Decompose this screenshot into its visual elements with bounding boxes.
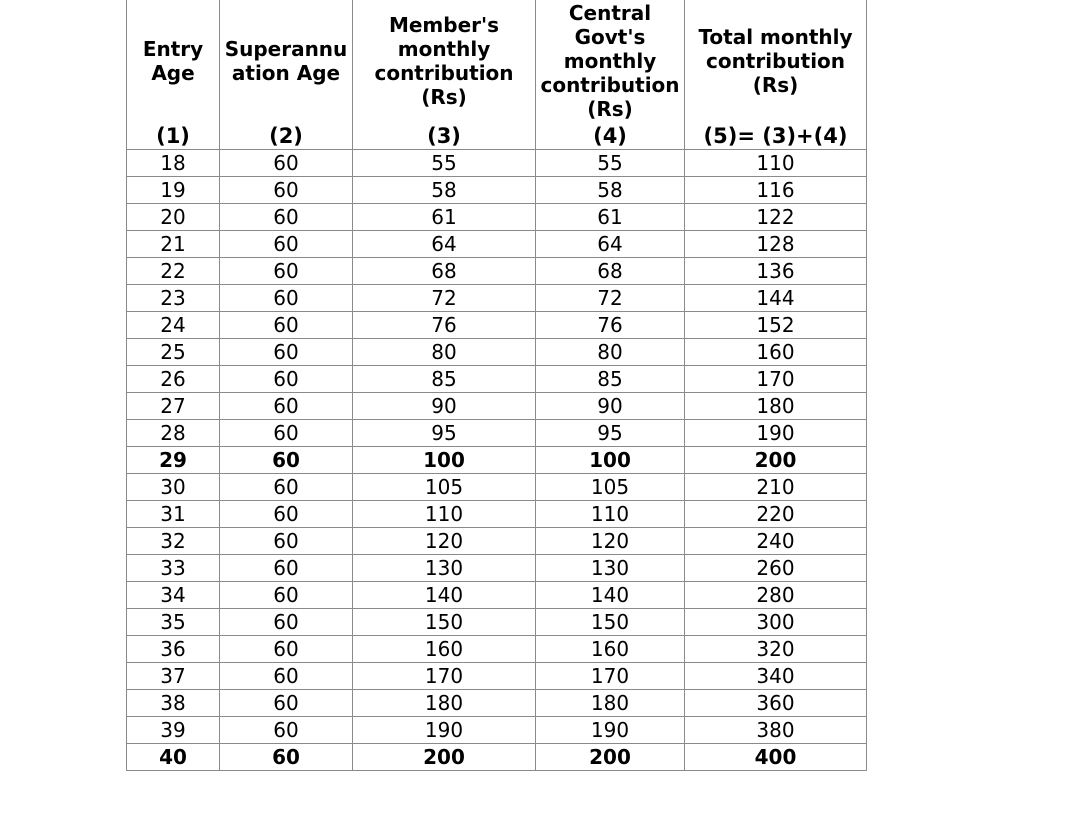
table-row	[127, 501, 867, 528]
superannuation-age-cell: 60	[220, 231, 353, 258]
superannuation-age-cell: 60	[220, 150, 353, 177]
govt-contribution-cell: 58	[536, 177, 685, 204]
entry-age-cell: 38	[127, 690, 220, 717]
table-row	[127, 150, 867, 177]
table-row	[127, 285, 867, 312]
table-row	[127, 177, 867, 204]
column-number: (3)	[353, 121, 536, 150]
table-row	[127, 744, 867, 771]
govt-contribution-cell: 105	[536, 474, 685, 501]
entry-age-cell: 40	[127, 744, 220, 771]
superannuation-age-cell: 60	[220, 609, 353, 636]
header-entry-age-text: Entry Age	[142, 37, 204, 85]
entry-age-cell: 36	[127, 636, 220, 663]
entry-age-cell: 19	[127, 177, 220, 204]
table-row	[127, 717, 867, 744]
govt-contribution-cell: 130	[536, 555, 685, 582]
govt-contribution-cell: 140	[536, 582, 685, 609]
table-row	[127, 609, 867, 636]
total-contribution-cell: 200	[685, 447, 867, 474]
govt-contribution-cell: 200	[536, 744, 685, 771]
govt-contribution-cell: 120	[536, 528, 685, 555]
member-contribution-cell: 170	[353, 663, 536, 690]
entry-age-cell: 22	[127, 258, 220, 285]
entry-age-cell: 27	[127, 393, 220, 420]
member-contribution-cell: 76	[353, 312, 536, 339]
superannuation-age-cell: 60	[220, 717, 353, 744]
govt-contribution-cell: 68	[536, 258, 685, 285]
entry-age-cell: 30	[127, 474, 220, 501]
table-row	[127, 312, 867, 339]
total-contribution-cell: 144	[685, 285, 867, 312]
total-contribution-cell: 190	[685, 420, 867, 447]
table-row	[127, 636, 867, 663]
contribution-table-container	[126, 0, 867, 771]
govt-contribution-cell: 170	[536, 663, 685, 690]
table-row	[127, 690, 867, 717]
superannuation-age-cell: 60	[220, 501, 353, 528]
govt-contribution-cell: 64	[536, 231, 685, 258]
total-contribution-cell: 340	[685, 663, 867, 690]
table-row	[127, 231, 867, 258]
column-number-row	[127, 121, 867, 150]
entry-age-cell: 20	[127, 204, 220, 231]
member-contribution-cell: 140	[353, 582, 536, 609]
superannuation-age-cell: 60	[220, 204, 353, 231]
total-contribution-cell: 122	[685, 204, 867, 231]
entry-age-cell: 21	[127, 231, 220, 258]
member-contribution-cell: 58	[353, 177, 536, 204]
header-entry-age	[127, 0, 220, 121]
entry-age-cell: 18	[127, 150, 220, 177]
header-superannuation-age	[220, 0, 353, 121]
total-contribution-cell: 116	[685, 177, 867, 204]
member-contribution-cell: 95	[353, 420, 536, 447]
contribution-table	[126, 0, 867, 771]
govt-contribution-cell: 80	[536, 339, 685, 366]
superannuation-age-cell: 60	[220, 474, 353, 501]
header-member-contribution-text: Member's monthly contribution (Rs)	[374, 13, 514, 109]
column-number: (4)	[536, 121, 685, 150]
total-contribution-cell: 128	[685, 231, 867, 258]
govt-contribution-cell: 90	[536, 393, 685, 420]
entry-age-cell: 24	[127, 312, 220, 339]
table-row	[127, 339, 867, 366]
govt-contribution-cell: 160	[536, 636, 685, 663]
header-superannuation-age-text: Superannu ation Age	[224, 37, 348, 85]
entry-age-cell: 39	[127, 717, 220, 744]
member-contribution-cell: 110	[353, 501, 536, 528]
table-row	[127, 528, 867, 555]
member-contribution-cell: 200	[353, 744, 536, 771]
member-contribution-cell: 105	[353, 474, 536, 501]
superannuation-age-cell: 60	[220, 663, 353, 690]
entry-age-cell: 37	[127, 663, 220, 690]
govt-contribution-cell: 180	[536, 690, 685, 717]
member-contribution-cell: 80	[353, 339, 536, 366]
govt-contribution-cell: 95	[536, 420, 685, 447]
table-row	[127, 474, 867, 501]
total-contribution-cell: 210	[685, 474, 867, 501]
table-row	[127, 555, 867, 582]
total-contribution-cell: 380	[685, 717, 867, 744]
govt-contribution-cell: 72	[536, 285, 685, 312]
header-total-contribution	[685, 0, 867, 121]
superannuation-age-cell: 60	[220, 177, 353, 204]
govt-contribution-cell: 61	[536, 204, 685, 231]
member-contribution-cell: 72	[353, 285, 536, 312]
member-contribution-cell: 85	[353, 366, 536, 393]
total-contribution-cell: 240	[685, 528, 867, 555]
total-contribution-cell: 180	[685, 393, 867, 420]
header-total-contribution-text: Total monthly contribution (Rs)	[698, 25, 853, 97]
superannuation-age-cell: 60	[220, 744, 353, 771]
entry-age-cell: 35	[127, 609, 220, 636]
total-contribution-cell: 110	[685, 150, 867, 177]
member-contribution-cell: 61	[353, 204, 536, 231]
superannuation-age-cell: 60	[220, 366, 353, 393]
govt-contribution-cell: 150	[536, 609, 685, 636]
table-row	[127, 204, 867, 231]
entry-age-cell: 25	[127, 339, 220, 366]
superannuation-age-cell: 60	[220, 447, 353, 474]
column-number: (1)	[127, 121, 220, 150]
table-row	[127, 393, 867, 420]
entry-age-cell: 29	[127, 447, 220, 474]
total-contribution-cell: 280	[685, 582, 867, 609]
member-contribution-cell: 68	[353, 258, 536, 285]
superannuation-age-cell: 60	[220, 393, 353, 420]
entry-age-cell: 31	[127, 501, 220, 528]
superannuation-age-cell: 60	[220, 285, 353, 312]
member-contribution-cell: 190	[353, 717, 536, 744]
table-row	[127, 366, 867, 393]
total-contribution-cell: 152	[685, 312, 867, 339]
column-number: (2)	[220, 121, 353, 150]
member-contribution-cell: 100	[353, 447, 536, 474]
total-contribution-cell: 160	[685, 339, 867, 366]
entry-age-cell: 34	[127, 582, 220, 609]
govt-contribution-cell: 100	[536, 447, 685, 474]
superannuation-age-cell: 60	[220, 528, 353, 555]
entry-age-cell: 28	[127, 420, 220, 447]
superannuation-age-cell: 60	[220, 258, 353, 285]
total-contribution-cell: 220	[685, 501, 867, 528]
superannuation-age-cell: 60	[220, 420, 353, 447]
govt-contribution-cell: 85	[536, 366, 685, 393]
govt-contribution-cell: 190	[536, 717, 685, 744]
entry-age-cell: 33	[127, 555, 220, 582]
superannuation-age-cell: 60	[220, 636, 353, 663]
total-contribution-cell: 300	[685, 609, 867, 636]
total-contribution-cell: 320	[685, 636, 867, 663]
govt-contribution-cell: 76	[536, 312, 685, 339]
member-contribution-cell: 90	[353, 393, 536, 420]
total-contribution-cell: 170	[685, 366, 867, 393]
total-contribution-cell: 136	[685, 258, 867, 285]
member-contribution-cell: 64	[353, 231, 536, 258]
member-contribution-cell: 55	[353, 150, 536, 177]
member-contribution-cell: 160	[353, 636, 536, 663]
superannuation-age-cell: 60	[220, 555, 353, 582]
table-row	[127, 582, 867, 609]
table-row	[127, 420, 867, 447]
total-contribution-cell: 260	[685, 555, 867, 582]
header-govt-contribution	[536, 0, 685, 121]
header-govt-contribution-text: Central Govt's monthly contribution (Rs)	[540, 1, 680, 121]
govt-contribution-cell: 55	[536, 150, 685, 177]
column-number: (5)= (3)+(4)	[685, 121, 867, 150]
member-contribution-cell: 120	[353, 528, 536, 555]
entry-age-cell: 23	[127, 285, 220, 312]
table-row	[127, 447, 867, 474]
superannuation-age-cell: 60	[220, 582, 353, 609]
table-row	[127, 258, 867, 285]
superannuation-age-cell: 60	[220, 312, 353, 339]
member-contribution-cell: 150	[353, 609, 536, 636]
header-member-contribution	[353, 0, 536, 121]
total-contribution-cell: 360	[685, 690, 867, 717]
table-row	[127, 663, 867, 690]
govt-contribution-cell: 110	[536, 501, 685, 528]
superannuation-age-cell: 60	[220, 690, 353, 717]
entry-age-cell: 26	[127, 366, 220, 393]
member-contribution-cell: 130	[353, 555, 536, 582]
entry-age-cell: 32	[127, 528, 220, 555]
member-contribution-cell: 180	[353, 690, 536, 717]
total-contribution-cell: 400	[685, 744, 867, 771]
table-body	[127, 150, 867, 771]
superannuation-age-cell: 60	[220, 339, 353, 366]
header-row	[127, 0, 867, 121]
